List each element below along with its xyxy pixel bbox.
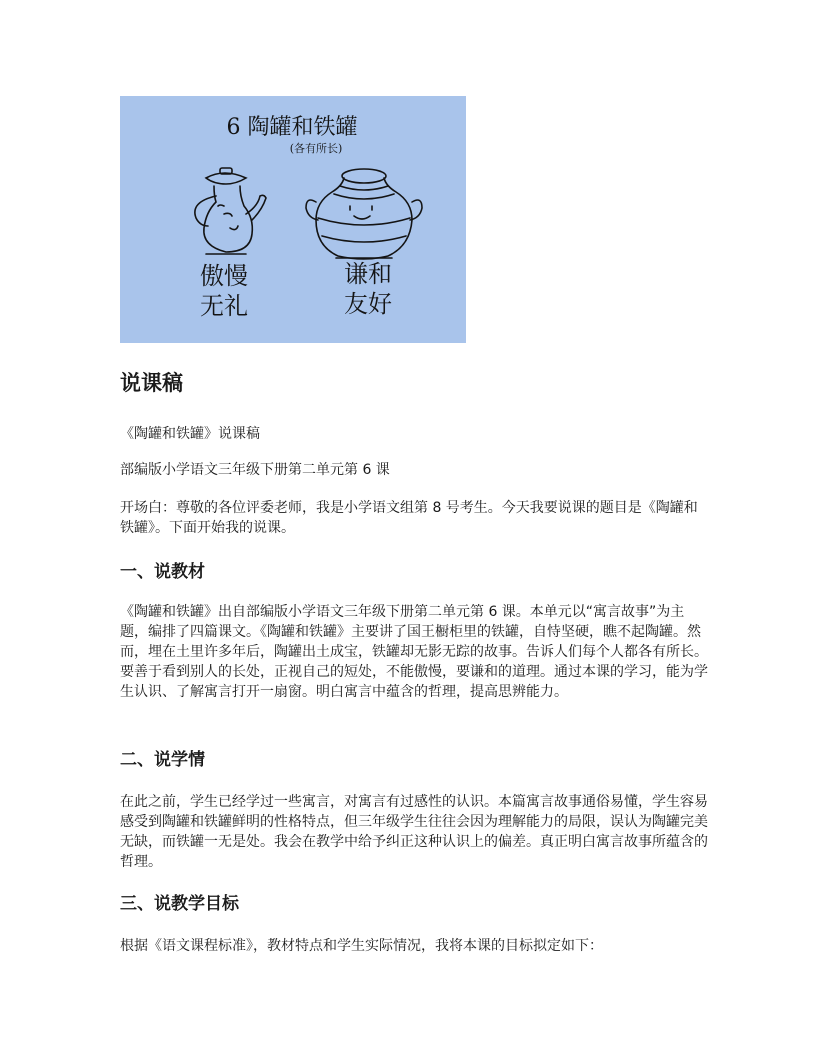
illustration-label-left-1: 傲慢	[200, 262, 248, 290]
section-heading-students: 二、说学情	[120, 750, 205, 770]
illustration-subtitle: (各有所长)	[289, 142, 343, 155]
document-title: 说课稿	[120, 371, 183, 395]
lesson-title-line: 《陶罐和铁罐》说课稿	[120, 426, 260, 442]
illustration-label-right-2: 友好	[344, 290, 392, 318]
illustration-drawing	[120, 96, 466, 343]
students-paragraph: 在此之前，学生已经学过一些寓言，对寓言有过感性的认识。本篇寓言故事通俗易懂，学生容易感受到陶罐和铁罐鲜明的性格特点，但三年级学生往往会因为理解能力的局限，误认为陶罐完美无缺，而铁罐一无是处。我会在教学中给予纠正这种认识上的偏差。真正明白寓言故事所蕴含的哲理。	[120, 794, 708, 870]
opening-paragraph: 开场白：尊敬的各位评委老师，我是小学语文组第 8 号考生。今天我要说课的题目是《陶罐和铁罐》。下面开始我的说课。	[120, 500, 698, 536]
section-heading-textbook: 一、说教材	[120, 562, 205, 582]
illustration-label-left-2: 无礼	[200, 292, 248, 320]
lesson-illustration	[120, 96, 466, 343]
illustration-label-right-1: 谦和	[344, 260, 392, 288]
section-heading-objectives: 三、说教学目标	[120, 894, 239, 914]
textbook-info-line: 部编版小学语文三年级下册第二单元第 6 课	[120, 462, 390, 478]
textbook-paragraph: 《陶罐和铁罐》出自部编版小学语文三年级下册第二单元第 6 课。本单元以“寓言故事”为主题，编排了四篇课文。《陶罐和铁罐》主要讲了国王橱柜里的铁罐，自恃坚硬，瞧不起陶罐。然而，埋在土里许多年后，陶罐出土成宝，铁罐却无影无踪的故事。告诉人们每个人都各有所长。要善于看到别人的长处，正视自己的短处，不能傲慢，要谦和的道理。通过本课的学习，能为学生认识、了解寓言打开一扇窗。明白寓言中蕴含的哲理，提高思辨能力。	[120, 604, 708, 700]
objectives-intro: 根据《语文课程标准》，教材特点和学生实际情况，我将本课的目标拟定如下：	[120, 938, 603, 954]
illustration-title: 6 陶罐和铁罐	[226, 115, 358, 140]
